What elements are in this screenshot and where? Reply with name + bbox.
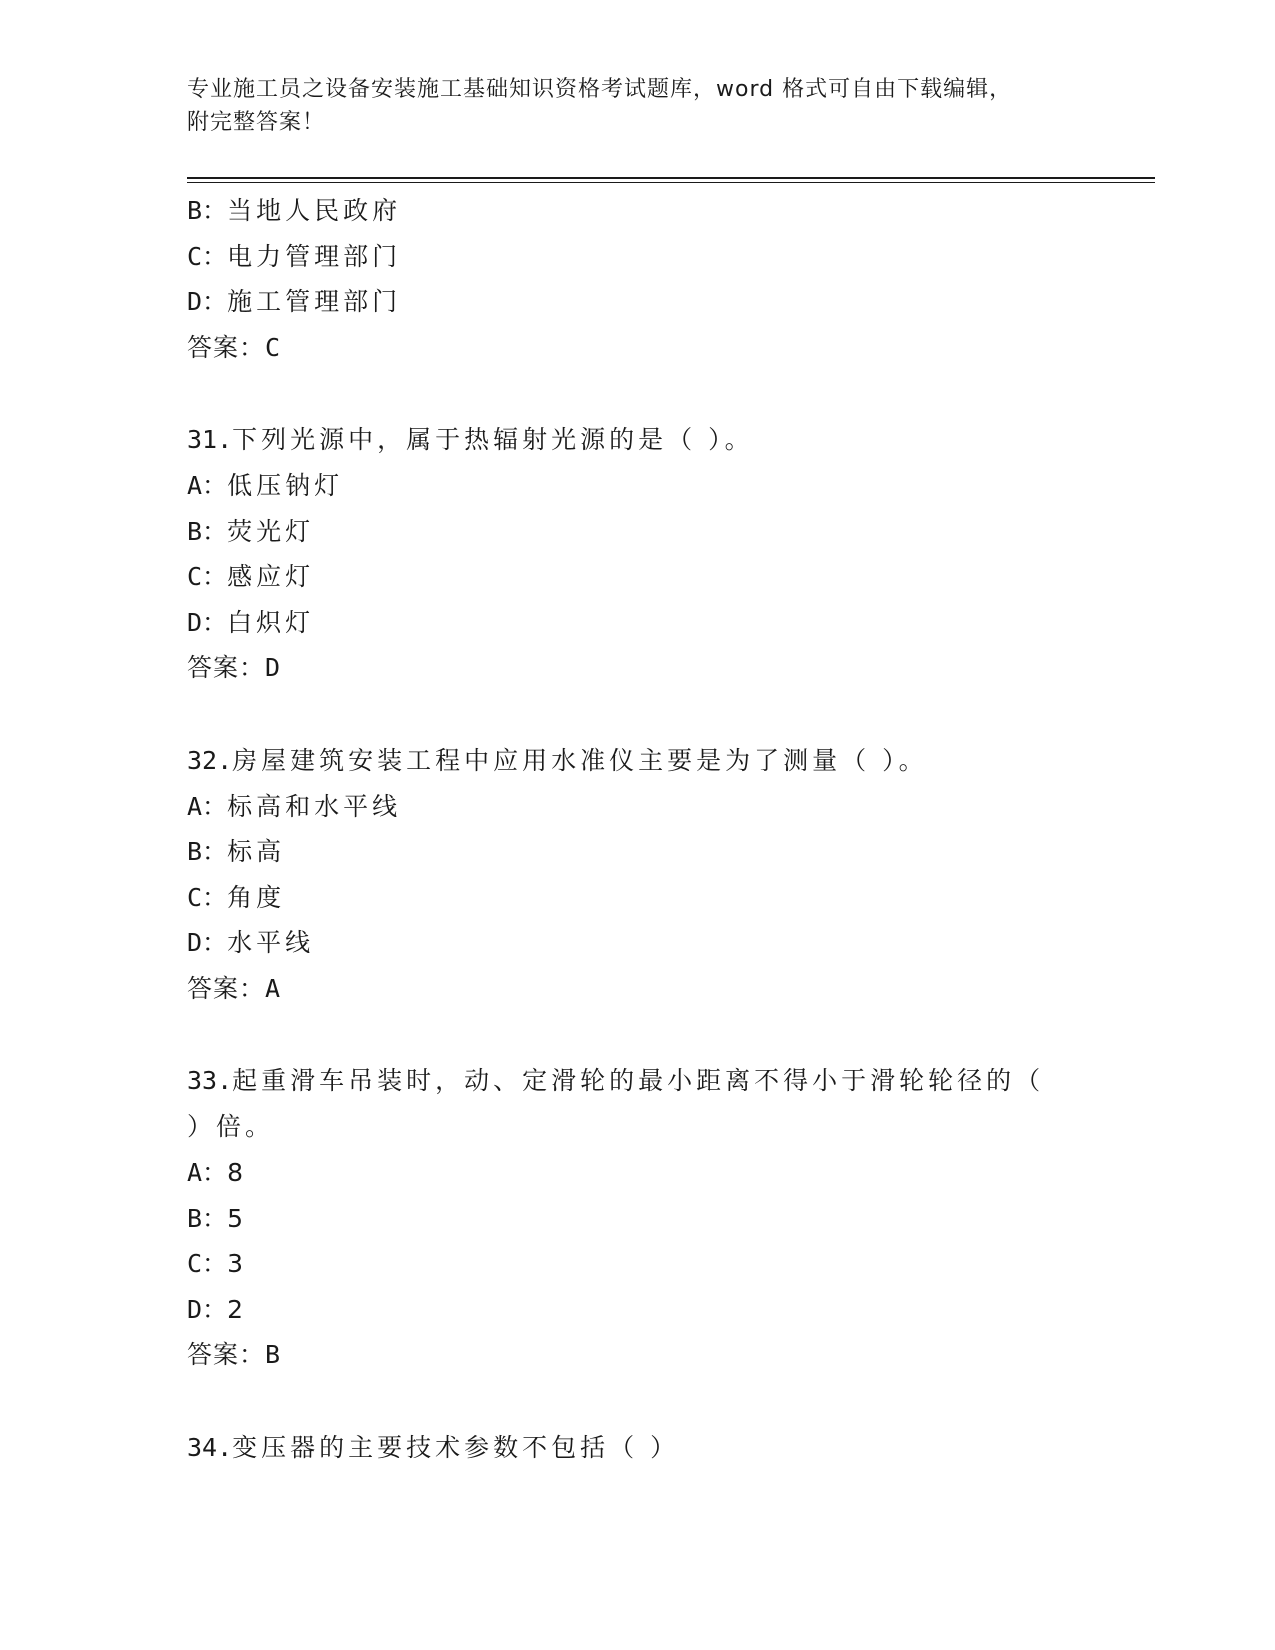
question-34 — [187, 1425, 1087, 1471]
option-a: A：低压钠灯 — [187, 471, 344, 500]
option-d: D：水平线 — [187, 928, 315, 957]
header-line-1: 专业施工员之设备安装施工基础知识资格考试题库，word 格式可自由下载编辑， — [187, 77, 1013, 102]
option-d: D：施工管理部门 — [187, 287, 402, 316]
answer-line: 答案：D — [187, 653, 282, 682]
header-divider — [187, 177, 1155, 179]
option-c: C：角度 — [187, 882, 286, 912]
document-header — [187, 73, 1087, 139]
option-c: C：电力管理部门 — [187, 241, 402, 271]
option-b: B：标高 — [187, 837, 286, 866]
answer-line: 答案：A — [187, 973, 282, 1003]
option-d: D：2 — [187, 1294, 247, 1324]
option-c: C：感应灯 — [187, 562, 315, 591]
question-stem: 34.变压器的主要技术参数不包括（ ） — [187, 1432, 680, 1462]
option-a: A：8 — [187, 1158, 247, 1187]
question-stem: 32.房屋建筑安装工程中应用水准仪主要是为了测量（ ）。 — [187, 745, 928, 775]
question-stem: 31.下列光源中，属于热辐射光源的是（ ）。 — [187, 425, 754, 454]
question-33 — [187, 1058, 1087, 1378]
question-30-continued — [187, 188, 1087, 370]
answer-line: 答案：B — [187, 1340, 282, 1369]
option-c: C：3 — [187, 1249, 247, 1278]
header-divider-thin — [187, 182, 1155, 183]
option-a: A：标高和水平线 — [187, 791, 402, 821]
answer-line: 答案：C — [187, 332, 282, 362]
option-d: D：白炽灯 — [187, 607, 315, 637]
option-b: B：当地人民政府 — [187, 196, 402, 225]
header-line-2: 附完整答案！ — [187, 110, 326, 135]
option-b: B：荧光灯 — [187, 516, 315, 546]
question-31 — [187, 417, 1087, 691]
question-list — [187, 188, 1087, 1471]
question-32 — [187, 738, 1087, 1012]
option-b: B：5 — [187, 1203, 247, 1233]
question-stem: 33.起重滑车吊装时，动、定滑轮的最小距离不得小于滑轮轮径的（ ）倍。 — [187, 1066, 1045, 1141]
